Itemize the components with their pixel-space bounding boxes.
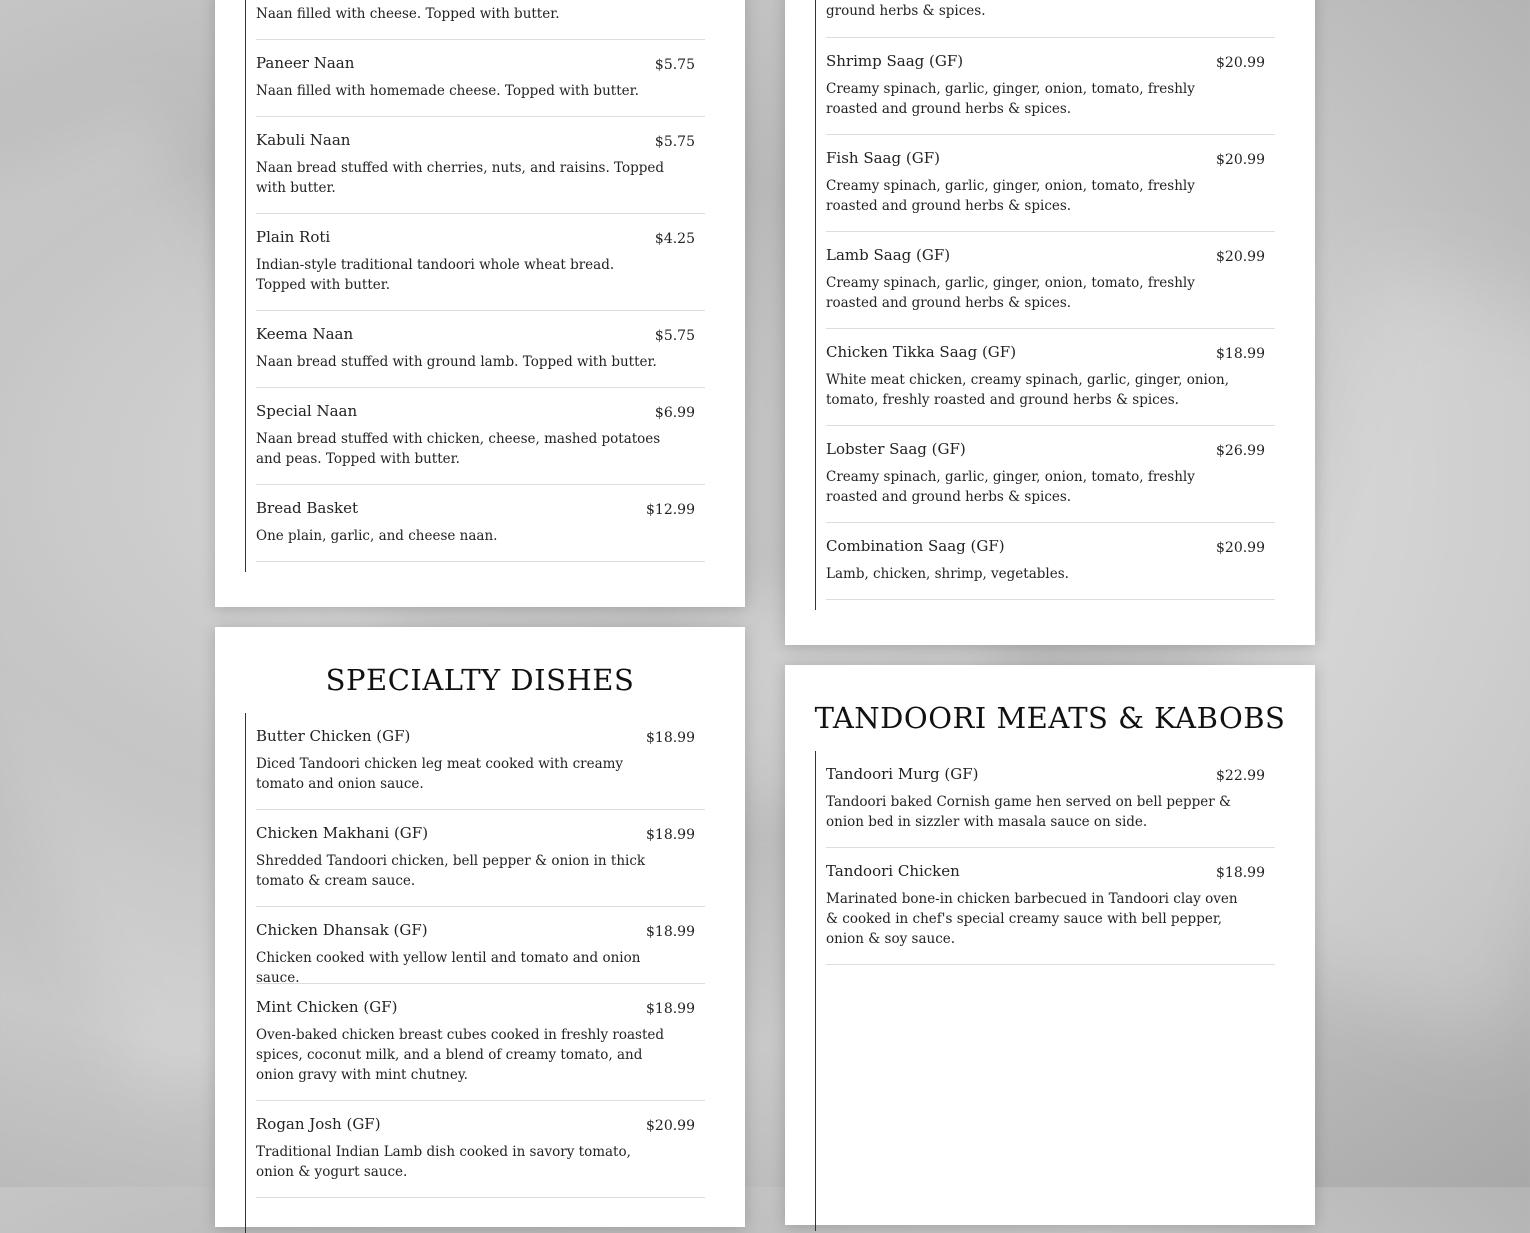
item-price: $20.99 [1216, 55, 1265, 71]
menu-item-list [815, 0, 1265, 610]
section-title: SPECIALTY DISHES [325, 663, 635, 697]
item-description: Oven-baked chicken breast cubes cooked in freshly roasted spices, coconut milk, and a blend of creamy tomato, and onion gravy with mint chutney. [256, 1027, 665, 1083]
item-description: Shredded Tandoori chicken, bell pepper & onion in thick tomato & cream sauce. [256, 853, 646, 889]
item-description: Naan bread stuffed with chicken, cheese, mashed potatoes and peas. Topped with butter. [256, 431, 661, 467]
item-description: Marinated bone-in chicken barbecued in Tandoori clay oven & cooked in chef's special creamy sauce with bell pepper, onion & soy sauce. [826, 891, 1238, 947]
menu-item [826, 537, 1275, 600]
item-description: Indian-style traditional tandoori whole wheat bread. Topped with butter. [256, 257, 615, 293]
item-price: $20.99 [1216, 152, 1265, 168]
item-price: $18.99 [646, 1001, 695, 1017]
item-name: Combination Saag (GF) [826, 537, 1005, 555]
item-name: Butter Chicken (GF) [256, 727, 411, 745]
item-price: $18.99 [646, 827, 695, 843]
item-name: Special Naan [256, 402, 358, 420]
menu-item [826, 765, 1275, 848]
item-price: $4.25 [654, 231, 695, 247]
item-name: Keema Naan [256, 325, 354, 343]
item-price: $5.75 [654, 328, 695, 344]
item-description: ground herbs & spices. [826, 3, 986, 19]
item-name: Bread Basket [256, 499, 359, 517]
item-price: $12.99 [646, 502, 695, 518]
item-description: Diced Tandoori chicken leg meat cooked with creamy tomato and onion sauce. [256, 756, 624, 792]
item-price: $20.99 [1216, 540, 1265, 556]
item-description: Naan filled with homemade cheese. Topped with butter. [256, 83, 639, 99]
menu-card-saag [785, 0, 1315, 645]
item-description: Naan filled with cheese. Topped with butter. [256, 6, 560, 22]
menu-item-list [245, 713, 695, 1233]
item-name: Paneer Naan [256, 54, 355, 72]
item-description: Traditional Indian Lamb dish cooked in savory tomato, onion & yogurt sauce. [256, 1144, 631, 1180]
item-name: Lobster Saag (GF) [826, 440, 966, 458]
item-price: $6.99 [654, 405, 695, 421]
item-name: Kabuli Naan [256, 131, 351, 149]
item-name: Chicken Makhani (GF) [256, 824, 429, 842]
menu-item-partial [826, 0, 1275, 38]
item-price: $26.99 [1216, 443, 1265, 459]
item-price: $20.99 [1216, 249, 1265, 265]
item-name: Plain Roti [256, 228, 331, 246]
item-price: $18.99 [1216, 346, 1265, 362]
menu-item [256, 131, 705, 214]
menu-item-partial [256, 0, 705, 40]
menu-item [826, 52, 1275, 135]
item-description: Chicken cooked with yellow lentil and tomato and onion sauce. [256, 950, 641, 986]
menu-item [256, 824, 705, 907]
menu-item [256, 325, 705, 388]
menu-item [256, 402, 705, 485]
section-title: TANDOORI MEATS & KABOBS [814, 701, 1286, 735]
menu-item-list [815, 751, 1265, 1231]
item-name: Rogan Josh (GF) [256, 1115, 381, 1133]
menu-item [256, 998, 705, 1101]
item-description: One plain, garlic, and cheese naan. [256, 528, 498, 544]
menu-item [256, 727, 705, 810]
item-description: Naan bread stuffed with cherries, nuts, and raisins. Topped with butter. [256, 160, 665, 196]
menu-item [826, 343, 1275, 426]
menu-card-specialty [215, 627, 745, 1227]
item-price: $5.75 [654, 57, 695, 73]
item-description: White meat chicken, creamy spinach, garlic, ginger, onion, tomato, freshly roasted and ground herbs & spices. [826, 372, 1229, 408]
item-price: $22.99 [1216, 768, 1265, 784]
menu-item [826, 149, 1275, 232]
menu-card-breads [215, 0, 745, 607]
item-price: $18.99 [646, 730, 695, 746]
item-name: Chicken Dhansak (GF) [256, 921, 428, 939]
item-name: Fish Saag (GF) [826, 149, 940, 167]
item-price: $18.99 [1216, 865, 1265, 881]
menu-item-list [245, 0, 695, 572]
menu-item [826, 246, 1275, 329]
item-description: Creamy spinach, garlic, ginger, onion, tomato, freshly roasted and ground herbs & spices. [826, 275, 1195, 311]
item-name: Shrimp Saag (GF) [826, 52, 964, 70]
item-description: Creamy spinach, garlic, ginger, onion, tomato, freshly roasted and ground herbs & spices. [826, 178, 1195, 214]
item-price: $5.75 [654, 134, 695, 150]
item-name: Chicken Tikka Saag (GF) [826, 343, 1017, 361]
item-name: Lamb Saag (GF) [826, 246, 951, 264]
menu-item [826, 862, 1275, 965]
item-description: Creamy spinach, garlic, ginger, onion, tomato, freshly roasted and ground herbs & spices. [826, 81, 1195, 117]
item-name: Tandoori Chicken [826, 862, 960, 880]
item-price: $18.99 [646, 924, 695, 940]
item-price: $20.99 [646, 1118, 695, 1134]
item-description: Creamy spinach, garlic, ginger, onion, tomato, freshly roasted and ground herbs & spices. [826, 469, 1195, 505]
menu-item [256, 1115, 705, 1198]
menu-item [256, 228, 705, 311]
item-name: Mint Chicken (GF) [256, 998, 398, 1016]
menu-item [256, 54, 705, 117]
item-description: Tandoori baked Cornish game hen served on bell pepper & onion bed in sizzler with masala sauce on side. [826, 794, 1231, 830]
menu-card-tandoori [785, 665, 1315, 1225]
item-description: Naan bread stuffed with ground lamb. Topped with butter. [256, 354, 657, 370]
item-description: Lamb, chicken, shrimp, vegetables. [826, 566, 1069, 582]
menu-item [256, 921, 705, 984]
item-name: Tandoori Murg (GF) [826, 765, 979, 783]
menu-item [826, 440, 1275, 523]
menu-item [256, 499, 705, 562]
